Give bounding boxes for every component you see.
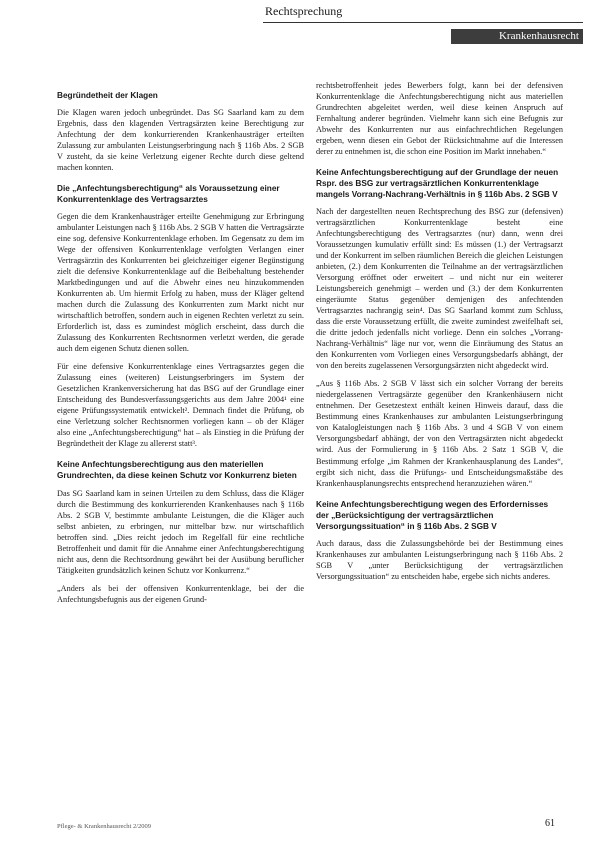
page-number: 61 [545, 818, 555, 829]
left-column [57, 80, 304, 612]
heading-begruendetheit: Begründetheit der Klagen [57, 91, 158, 100]
paragraph: Nach der dargestellten neuen Rechtsprechung des BSG zur (defensiven) vertragsärztlichen Konkurrentenklage besteht eine Anfechtungsberechtigung des Vertragsarztes (nur) dann, wenn drei Voraussetzungen kumulativ erfüllt sind: Es müssen (1.) der Vertragsarzt und der Konkurrent im selben räumlichen Bereich die gleichen Leistungen anbieten, (2.) dem Konkurrenten die Teilnahme an der vertragsärztlichen Versorgung eröffnet oder erweitert – und nicht nur ein weiterer Leistungsbereich genehmigt – werden und (3.) der dem Konkurrenten eingeräumte Status gegenüber demjenigen des anfechtenden Vertragsarztes nachrangig sein⁴. Das SG Saarland kommt zum Schluss, dass die erste Voraussetzung erfüllt, die zweite zumindest zweifelhaft sei, die dritte jedoch jedenfalls nicht vorliege. Denn ein solches „Vorrang-Nachrang-Verhältnis“ läge nur vor, wenn die Einräumung des Status an den Konkurrenten vom Vorliegen eines Versorgungsbedarfs abhängt, der von den bereits zugelassenen Versorgungsärzten nicht abgedeckt wird. [316, 207, 563, 371]
header-rule [263, 22, 583, 23]
paragraph: Auch daraus, dass die Zulassungsbehörde bei der Bestimmung eines Krankenhauses zur ambulanten Leistungserbringung nach § 116b Abs. 2 SGB V „unter Berücksichtigung der vertragsärztlichen Versorgungssituation“ zu entscheiden habe, ergebe sich nichts anderes. [316, 538, 563, 581]
heading-grundrechte: Keine Anfechtungsberechtigung aus den materiellen Grundrechten, da diese keinen Schutz vor Konkurrenz bieten [57, 460, 297, 481]
journal-footer: Pflege- & Krankenhausrecht 2/2009 [57, 823, 152, 830]
rubric-label: Krankenhausrecht [451, 29, 583, 44]
heading-versorgungssituation: Keine Anfechtungsberechtigung wegen des Erfordernisses der „Berücksichtigung der vertragsärztlichen Versorgungssituation“ in § 116b Abs. 2 SGB V [316, 499, 549, 531]
heading-anfechtungsberechtigung: Die „Anfechtungsberechtigung“ als Voraussetzung einer Konkurrentenklage des Vertragsarztes [57, 184, 280, 205]
section-label: Rechtsprechung [265, 4, 343, 18]
paragraph: rechtsbetroffenheit jedes Bewerbers folgt, kann bei der defensiven Konkurrentenklage die Anfechtungsberechtigung nicht aus materiellen Grundrechten abgeleitet werden, weil diese keinen Anspruch auf Fernhaltung anderer begründen. Vielmehr kann sich eine Befugnis zur Abwehr des Konkurrenten nur aus einfachrechtlichen Regelungen ergeben, wenn diesen ein Gebot der Rücksichtnahme auf die Interessen derer zu entnehmen ist, die schon eine Position im Markt innehaben.“ [316, 81, 563, 157]
paragraph: Für eine defensive Konkurrentenklage eines Vertragsarztes gegen die Zulassung eines (weiteren) Leistungserbringers im System der Gesetzlichen Krankenversicherung hat das BSG auf der Grundlage einer Entscheidung des Bundesverfassungsgerichts aus dem Jahre 2004¹ eine eigene Prüfungssystematik entwickelt². Demnach findet die Prüfung, ob eine Verletzung solcher Rechtsnormen vorliegen kann – ob der Kläger also eine „Anfechtungsberechtigung“ hat – als Einstieg in die Prüfung der Begründetheit der Klage zu allererst statt³. [57, 362, 304, 449]
paragraph: Die Klagen waren jedoch unbegründet. Das SG Saarland kam zu dem Ergebnis, dass den klagenden Vertragsärzten keine Berechtigung zur Anfechtung der dem konkurrierenden Krankenhausträger erteilten Zulassung zur ambulanten Leistungserbringung nach § 116b Abs. 2 SGB V zusteht, da sie keine Verletzung eigener Rechte durch diese geltend machen konnten. [57, 108, 304, 173]
paragraph: Gegen die dem Krankenhausträger erteilte Genehmigung zur Erbringung ambulanter Leistungen nach § 116b Abs. 2 SGB V hatten die Vertragsärzte eine sog. defensive Konkurrentenklage erhoben. Im Gegensatz zu dem im Wege der offensiven Konkurrentenklage verfolgten Verlangen einer Vertragsärztin des Konkurrenten bei gleichzeitiger eigener Begünstigung zielt die defensive Konkurrentenklage auf die Beibehaltung bestehender Marktbedingungen und auf die Abwehr eines neu hinzukommenden Konkurrenten ab. Um hiermit Erfolg zu haben, muss der Kläger geltend machen durch die Zulassung des Konkurrenten zum Markt nicht nur wirtschaftlich betroffen, sondern auch in eigenen Rechten verletzt zu sein. Erforderlich ist, dass es zumindest möglich erscheint, dass durch die Zulassung des Konkurrenten Rechtsnormen verletzt werden, die gerade auch dem eigenen Schutz dienen sollen. [57, 212, 304, 354]
paragraph: Das SG Saarland kam in seinen Urteilen zu dem Schluss, dass die Kläger durch die Bestimmung des konkurrierenden Krankenhauses nach § 116b Abs. 2 SGB V, bestimmte ambulante Leistungen, die die Kläger auch selbst anbieten, zu erbringen, nur mittelbar bzw. nur wirtschaftlich betroffen sind. „Dies reicht jedoch im Regelfall für eine rechtliche Betroffenheit und damit für die Annahme einer Anfechtungsberechtigung nicht aus, denn die Rechtsordnung gewährt bei der Ausübung beruflicher Tätigkeiten grundsätzlich keinen Schutz vor Konkurrenz.“ [57, 488, 304, 575]
paragraph: „Aus § 116b Abs. 2 SGB V lässt sich ein solcher Vorrang der bereits niedergelassenen Vertragsärzte gegenüber den Krankenhäusern nicht entnehmen. Der Gesetzestext enthält keinen Hinweis darauf, dass die Bestimmung eines Krankenhauses zur ambulanten Leistungserbringung von Katalogleistungen nach § 116b Abs. 3 und 4 SGB V von einem Versorgungsbedarf abhängt, der von den Vertragsärzten nicht abgedeckt wird. Aus der Formulierung in § 116b Abs. 2 Satz 1 SGB V, die Bestimmung erfolge „im Rahmen der Krankenhausplanung des Landes“, ergibt sich nicht, dass die Prüfungs- und Entscheidungsmaßstäbe des Krankenhausplanungsrechts entsprechend heranzuziehen wären.“ [316, 379, 563, 488]
paragraph: „Anders als bei der offensiven Konkurrentenklage, bei der die Anfechtungsbefugnis aus der eigenen Grund- [57, 583, 304, 604]
right-column [316, 80, 563, 589]
heading-vorrang-nachrang: Keine Anfechtungsberechtigung auf der Grundlage der neuen Rspr. des BSG zur vertragsärztlichen Konkurrentenklage mangels Vorrang-Nachrang-Verhältnis in § 116b Abs. 2 SGB V [316, 168, 559, 200]
